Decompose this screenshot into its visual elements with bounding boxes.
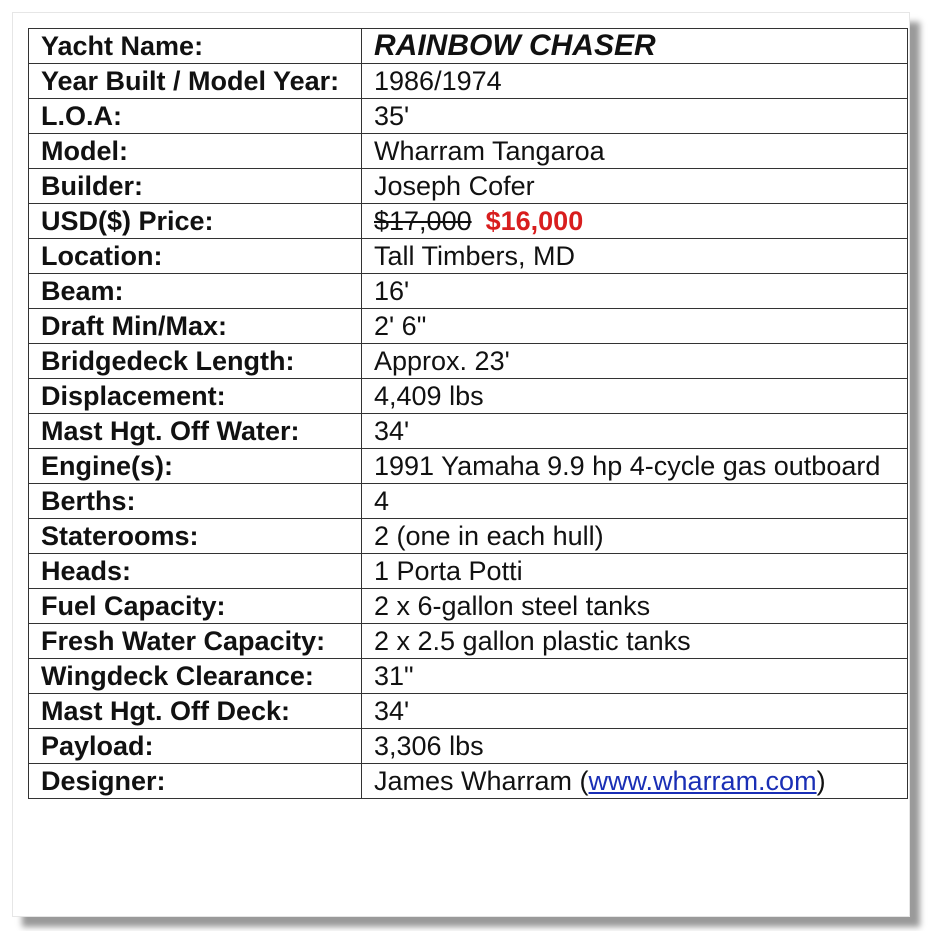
spec-value: Approx. 23'	[362, 344, 908, 379]
table-row	[29, 554, 908, 589]
spec-value: 16'	[362, 274, 908, 309]
table-row	[29, 169, 908, 204]
spec-label: Bridgedeck Length:	[29, 344, 362, 379]
spec-label: Fresh Water Capacity:	[29, 624, 362, 659]
table-row	[29, 309, 908, 344]
spec-value	[362, 204, 908, 239]
spec-label: Beam:	[29, 274, 362, 309]
spec-value: 2' 6"	[362, 309, 908, 344]
spec-label: Model:	[29, 134, 362, 169]
spec-value: 35'	[362, 99, 908, 134]
table-row	[29, 29, 908, 64]
table-row	[29, 589, 908, 624]
table-row	[29, 519, 908, 554]
table-row	[29, 64, 908, 99]
spec-value: 34'	[362, 694, 908, 729]
spec-value: 1991 Yamaha 9.9 hp 4-cycle gas outboard	[362, 449, 908, 484]
spec-value: 31"	[362, 659, 908, 694]
spec-label: Wingdeck Clearance:	[29, 659, 362, 694]
spec-sheet-frame	[12, 12, 910, 917]
spec-label: Year Built / Model Year:	[29, 64, 362, 99]
spec-value: 2 (one in each hull)	[362, 519, 908, 554]
spec-label: Yacht Name:	[29, 29, 362, 64]
spec-value	[362, 29, 908, 64]
spec-value: 4,409 lbs	[362, 379, 908, 414]
spec-label: Heads:	[29, 554, 362, 589]
spec-label: Fuel Capacity:	[29, 589, 362, 624]
spec-label: Builder:	[29, 169, 362, 204]
table-row	[29, 379, 908, 414]
spec-value: Wharram Tangaroa	[362, 134, 908, 169]
spec-value: 34'	[362, 414, 908, 449]
table-row	[29, 274, 908, 309]
spec-label: Berths:	[29, 484, 362, 519]
spec-label: Mast Hgt. Off Deck:	[29, 694, 362, 729]
spec-label: Location:	[29, 239, 362, 274]
designer-name: James Wharram (	[374, 766, 589, 796]
old-price: $17,000	[374, 206, 472, 236]
spec-label: Displacement:	[29, 379, 362, 414]
table-row	[29, 414, 908, 449]
designer-suffix: )	[816, 766, 826, 796]
new-price: $16,000	[485, 206, 584, 236]
spec-label: L.O.A:	[29, 99, 362, 134]
spec-value: 1 Porta Potti	[362, 554, 908, 589]
spec-label: USD($) Price:	[29, 204, 362, 239]
spec-value: 3,306 lbs	[362, 729, 908, 764]
spec-value: Tall Timbers, MD	[362, 239, 908, 274]
table-row	[29, 694, 908, 729]
table-row	[29, 134, 908, 169]
table-row	[29, 729, 908, 764]
yacht-spec-table	[28, 28, 908, 799]
spec-label: Draft Min/Max:	[29, 309, 362, 344]
table-row	[29, 344, 908, 379]
spec-label: Mast Hgt. Off Water:	[29, 414, 362, 449]
spec-value: Joseph Cofer	[362, 169, 908, 204]
yacht-name: RAINBOW CHASER	[374, 29, 656, 62]
table-row	[29, 764, 908, 799]
table-row	[29, 449, 908, 484]
spec-label: Staterooms:	[29, 519, 362, 554]
table-row	[29, 659, 908, 694]
spec-value: 4	[362, 484, 908, 519]
table-row	[29, 239, 908, 274]
spec-value	[362, 764, 908, 799]
spec-value: 2 x 6-gallon steel tanks	[362, 589, 908, 624]
spec-value: 1986/1974	[362, 64, 908, 99]
table-row	[29, 204, 908, 239]
spec-label: Engine(s):	[29, 449, 362, 484]
designer-website-link[interactable]: www.wharram.com	[588, 766, 817, 796]
spec-label: Designer:	[29, 764, 362, 799]
table-row	[29, 624, 908, 659]
table-row	[29, 484, 908, 519]
table-row	[29, 99, 908, 134]
spec-label: Payload:	[29, 729, 362, 764]
spec-value: 2 x 2.5 gallon plastic tanks	[362, 624, 908, 659]
